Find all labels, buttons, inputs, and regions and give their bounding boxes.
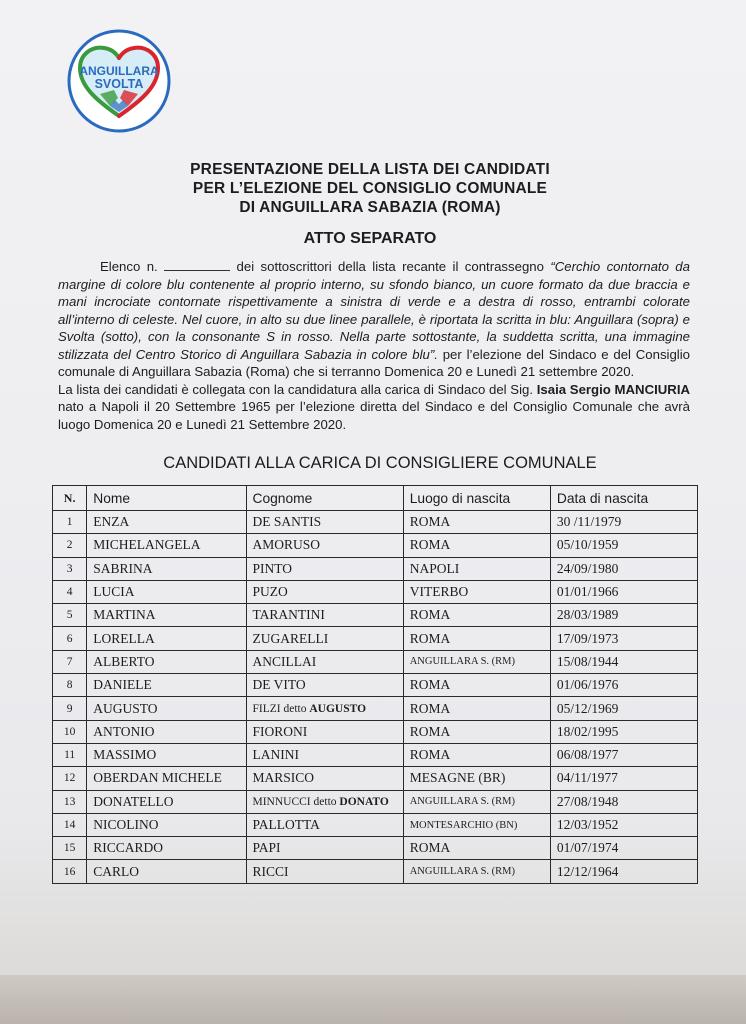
cell-nome [87, 697, 246, 720]
cell-nome [87, 650, 246, 673]
table-header-row [53, 486, 698, 511]
cell-data-text: 27/08/1948 [556, 793, 619, 809]
cell-cognome [246, 790, 403, 813]
cell-number-text: 2 [66, 539, 73, 552]
cell-cognome [246, 720, 403, 743]
cell-luogo [403, 860, 550, 883]
document-body [58, 258, 690, 433]
cell-cognome [246, 557, 403, 580]
cell-number [53, 580, 87, 603]
cell-luogo [403, 767, 550, 790]
cell-number-text: 8 [66, 679, 73, 692]
cell-number-text: 11 [64, 749, 76, 762]
cell-luogo [403, 580, 550, 603]
logo-line-svolta: SVOLTA [94, 77, 144, 91]
table-row [53, 813, 698, 836]
cell-cognome-text: LANINI [252, 747, 299, 763]
cell-data-text: 24/09/1980 [556, 560, 619, 576]
cell-nome-text: DANIELE [93, 677, 152, 693]
cell-nome [87, 860, 246, 883]
cell-luogo-text: ROMA [409, 607, 451, 623]
cell-data [550, 580, 697, 603]
cell-cognome [246, 511, 403, 534]
cell-luogo [403, 557, 550, 580]
cell-number [53, 534, 87, 557]
emblem-description: “Cerchio contornato da margine di colore blu contenente al proprio interno, su sfondo bianco, un cuore formato da due braccia e mani incrociate contornate rispettivamente a sinistra di verde e a destra di rosso, entrambi colorate all’interno di celeste. Nel cuore, in alto su due linee parallele, è riportata la scritta in blu: Anguillara (sopra) e Svolta (sotto), con la consonante S in rosso. Nella parte sottostante, la suddetta scritta, una immagine stilizzata del Centro Storico di Anguillara Sabazia in colore blu”. [58, 259, 690, 362]
cell-number-text: 16 [63, 865, 76, 878]
cell-data-text: 06/08/1977 [556, 747, 619, 763]
cell-nome [87, 580, 246, 603]
cell-data [550, 720, 697, 743]
cell-luogo-text: ROMA [409, 514, 451, 530]
document-title [120, 160, 620, 217]
cell-nome [87, 720, 246, 743]
cell-number-text: 3 [66, 562, 73, 575]
cell-number [53, 557, 87, 580]
table-row [53, 767, 698, 790]
cell-cognome-text: RICCI [252, 863, 289, 879]
cell-nome-text: MASSIMO [93, 747, 157, 763]
cell-nome [87, 767, 246, 790]
cell-number-text: 7 [66, 655, 73, 668]
cell-number-text: 5 [66, 609, 73, 622]
cell-number [53, 767, 87, 790]
cell-number [53, 627, 87, 650]
table-row [53, 837, 698, 860]
cell-cognome-text: PUZO [252, 584, 288, 600]
table-row [53, 674, 698, 697]
cell-cognome [246, 627, 403, 650]
cell-nome-text: ENZA [93, 514, 130, 530]
column-header-cognome: Cognome [246, 486, 403, 511]
table-row [53, 557, 698, 580]
elenco-prefix: Elenco n. [100, 259, 158, 274]
cell-cognome-nickname: DONATO [339, 795, 389, 808]
cell-number-text: 6 [66, 632, 73, 645]
cell-luogo-text: ROMA [409, 747, 451, 763]
table-row [53, 511, 698, 534]
cell-luogo-text: ROMA [409, 630, 451, 646]
cell-cognome-text: AMORUSO [252, 537, 321, 553]
cell-luogo [403, 511, 550, 534]
cell-cognome [246, 650, 403, 673]
cell-number [53, 511, 87, 534]
cell-data [550, 511, 697, 534]
cell-cognome-text: DE SANTIS [252, 514, 322, 530]
table-row [53, 534, 698, 557]
elenco-mid: dei sottoscrittori della lista recante il contrassegno [230, 259, 551, 274]
cell-number [53, 697, 87, 720]
cell-cognome-text: DE VITO [252, 677, 306, 693]
mayor-prefix: La lista dei candidati è collegata con la candidatura alla carica di Sindaco del Sig. [58, 381, 537, 397]
cell-nome [87, 627, 246, 650]
background-surface [0, 975, 746, 1024]
cell-number [53, 813, 87, 836]
cell-data [550, 627, 697, 650]
cell-number-text: 10 [63, 725, 76, 738]
cell-data [550, 743, 697, 766]
cell-data-text: 01/01/1966 [556, 584, 619, 600]
cell-cognome [246, 767, 403, 790]
cell-nome-text: RICCARDO [93, 840, 164, 856]
cell-number [53, 790, 87, 813]
table-row [53, 743, 698, 766]
cell-luogo [403, 743, 550, 766]
cell-luogo [403, 813, 550, 836]
title-line: PRESENTAZIONE DELLA LISTA DEI CANDIDATI [190, 161, 550, 178]
cell-number [53, 743, 87, 766]
cell-number [53, 650, 87, 673]
cell-cognome-text: PINTO [252, 560, 293, 576]
cell-data-text: 12/12/1964 [556, 863, 619, 879]
cell-luogo [403, 674, 550, 697]
elenco-paragraph [58, 258, 690, 381]
cell-nome-text: ANTONIO [93, 723, 155, 739]
cell-nome [87, 790, 246, 813]
cell-data [550, 790, 697, 813]
cell-number [53, 720, 87, 743]
cell-nome [87, 837, 246, 860]
cell-number-text: 13 [63, 795, 76, 808]
cell-nome-text: MICHELANGELA [93, 537, 201, 553]
cell-luogo [403, 650, 550, 673]
cell-number-text: 15 [63, 842, 76, 855]
mayor-paragraph [58, 381, 690, 434]
cell-cognome [246, 860, 403, 883]
cell-cognome [246, 674, 403, 697]
cell-data-text: 30 /11/1979 [556, 514, 622, 530]
cell-luogo [403, 720, 550, 743]
cell-number-text: 14 [63, 819, 76, 831]
column-header-number: N. [53, 486, 87, 511]
table-row [53, 790, 698, 813]
cell-data-text: 15/08/1944 [556, 653, 619, 669]
table-row [53, 860, 698, 883]
cell-cognome-text: TARANTINI [252, 607, 325, 623]
column-header-luogo: Luogo di nascita [403, 486, 550, 511]
cell-number-text: 12 [63, 772, 76, 785]
cell-cognome [246, 580, 403, 603]
cell-cognome-text: PALLOTTA [252, 817, 320, 832]
cell-data [550, 767, 697, 790]
cell-luogo-text: ROMA [409, 840, 451, 856]
cell-luogo-text: NAPOLI [409, 560, 460, 576]
cell-data [550, 837, 697, 860]
cell-nome-text: SABRINA [93, 560, 153, 576]
cell-number [53, 674, 87, 697]
cell-luogo-text: MESAGNE (BR) [409, 770, 506, 786]
cell-luogo [403, 837, 550, 860]
cell-nome-text: DONATELLO [93, 793, 174, 809]
cell-luogo-text: MONTESARCHIO (BN) [409, 819, 518, 831]
cell-nome [87, 743, 246, 766]
cell-data-text: 18/02/1995 [556, 723, 619, 739]
cell-cognome-text: MARSICO [252, 770, 315, 786]
cell-cognome-text: FIORONI [252, 723, 308, 739]
cell-cognome-text: ANCILLAI [252, 653, 317, 669]
cell-luogo-text: ANGUILLARA S. (RM) [409, 796, 516, 808]
table-row [53, 720, 698, 743]
cell-data-text: 05/12/1969 [556, 700, 619, 716]
cell-cognome [246, 604, 403, 627]
cell-nome [87, 813, 246, 836]
cell-data [550, 813, 697, 836]
cell-cognome [246, 813, 403, 836]
cell-cognome [246, 534, 403, 557]
cell-data [550, 650, 697, 673]
cell-nome [87, 511, 246, 534]
cell-luogo [403, 534, 550, 557]
elenco-suffix: per l’elezione del Sindaco e del Consiglio comunale di Anguillara Sabazia (Roma) che si terranno Domenica 20 e Lunedì 21 settembre 2020. [58, 346, 691, 379]
cell-data [550, 860, 697, 883]
cell-cognome [246, 837, 403, 860]
table-row [53, 697, 698, 720]
cell-nome [87, 674, 246, 697]
cell-data-text: 05/10/1959 [556, 537, 619, 553]
candidates-table [52, 485, 698, 884]
cell-nome-text: OBERDAN MICHELE [93, 770, 222, 786]
logo-line-anguillara: ANGUILLARA [79, 64, 159, 78]
document-subtitle: ATTO SEPARATO [303, 230, 437, 247]
cell-luogo-text: ROMA [409, 537, 451, 553]
column-header-nome: Nome [87, 486, 246, 511]
cell-cognome-text: PAPI [252, 840, 281, 856]
cell-number-text: 1 [66, 516, 73, 529]
cell-number [53, 837, 87, 860]
cell-data [550, 604, 697, 627]
cell-data [550, 534, 697, 557]
cell-cognome [246, 697, 403, 720]
cell-nome-text: NICOLINO [93, 817, 159, 832]
cell-data-text: 01/06/1976 [556, 677, 619, 693]
table-row [53, 604, 698, 627]
column-header-data: Data di nascita [550, 486, 697, 511]
title-line: DI ANGUILLARA SABAZIA (ROMA) [239, 199, 501, 216]
cell-luogo-text: ROMA [409, 677, 451, 693]
cell-nome-text: LUCIA [93, 584, 135, 600]
table-row [53, 627, 698, 650]
cell-nome [87, 604, 246, 627]
cell-luogo-text: ANGUILLARA S. (RM) [409, 866, 516, 878]
cell-cognome-text: ZUGARELLI [252, 630, 329, 646]
cell-nome-text: LORELLA [93, 630, 155, 646]
cell-nome-text: CARLO [93, 863, 140, 879]
cell-nome-text: MARTINA [93, 607, 156, 623]
candidates-heading: CANDIDATI ALLA CARICA DI CONSIGLIERE COMUNALE [163, 454, 597, 472]
cell-luogo-text: ROMA [409, 700, 451, 716]
mayor-name: Isaia Sergio MANCIURIA [536, 381, 691, 397]
cell-luogo [403, 604, 550, 627]
cell-data-text: 28/03/1989 [556, 607, 619, 623]
cell-data [550, 697, 697, 720]
cell-luogo [403, 627, 550, 650]
elenco-number-blank [164, 260, 230, 271]
cell-nome [87, 557, 246, 580]
cell-luogo [403, 790, 550, 813]
cell-number-text: 4 [66, 586, 73, 599]
cell-cognome-nickname: AUGUSTO [309, 702, 367, 715]
cell-data-text: 01/07/1974 [556, 840, 619, 856]
cell-nome [87, 534, 246, 557]
cell-number-text: 9 [66, 702, 73, 715]
cell-data-text: 12/03/1952 [556, 817, 619, 832]
cell-luogo-text: ROMA [409, 723, 451, 739]
cell-data-text: 17/09/1973 [556, 630, 619, 646]
cell-cognome-text: MINNUCCI detto [252, 795, 340, 808]
cell-data [550, 557, 697, 580]
cell-luogo-text: VITERBO [409, 584, 469, 600]
cell-nome-text: AUGUSTO [93, 700, 158, 716]
title-line: PER L’ELEZIONE DEL CONSIGLIO COMUNALE [192, 180, 548, 197]
anguillara-svolta-logo [66, 28, 172, 134]
cell-luogo [403, 697, 550, 720]
cell-number [53, 604, 87, 627]
cell-cognome [246, 743, 403, 766]
table-row [53, 650, 698, 673]
cell-number [53, 860, 87, 883]
table-row [53, 580, 698, 603]
cell-nome-text: ALBERTO [93, 653, 155, 669]
cell-data [550, 674, 697, 697]
cell-luogo-text: ANGUILLARA S. (RM) [409, 656, 516, 668]
cell-cognome-text: FILZI detto [252, 702, 310, 715]
cell-data-text: 04/11/1977 [556, 770, 618, 786]
mayor-suffix: nato a Napoli il 20 Settembre 1965 per l’elezione diretta del Sindaco e del Consiglio Comunale che avrà luogo Domenica 20 e Lunedì 21 Settembre 2020. [58, 399, 690, 432]
